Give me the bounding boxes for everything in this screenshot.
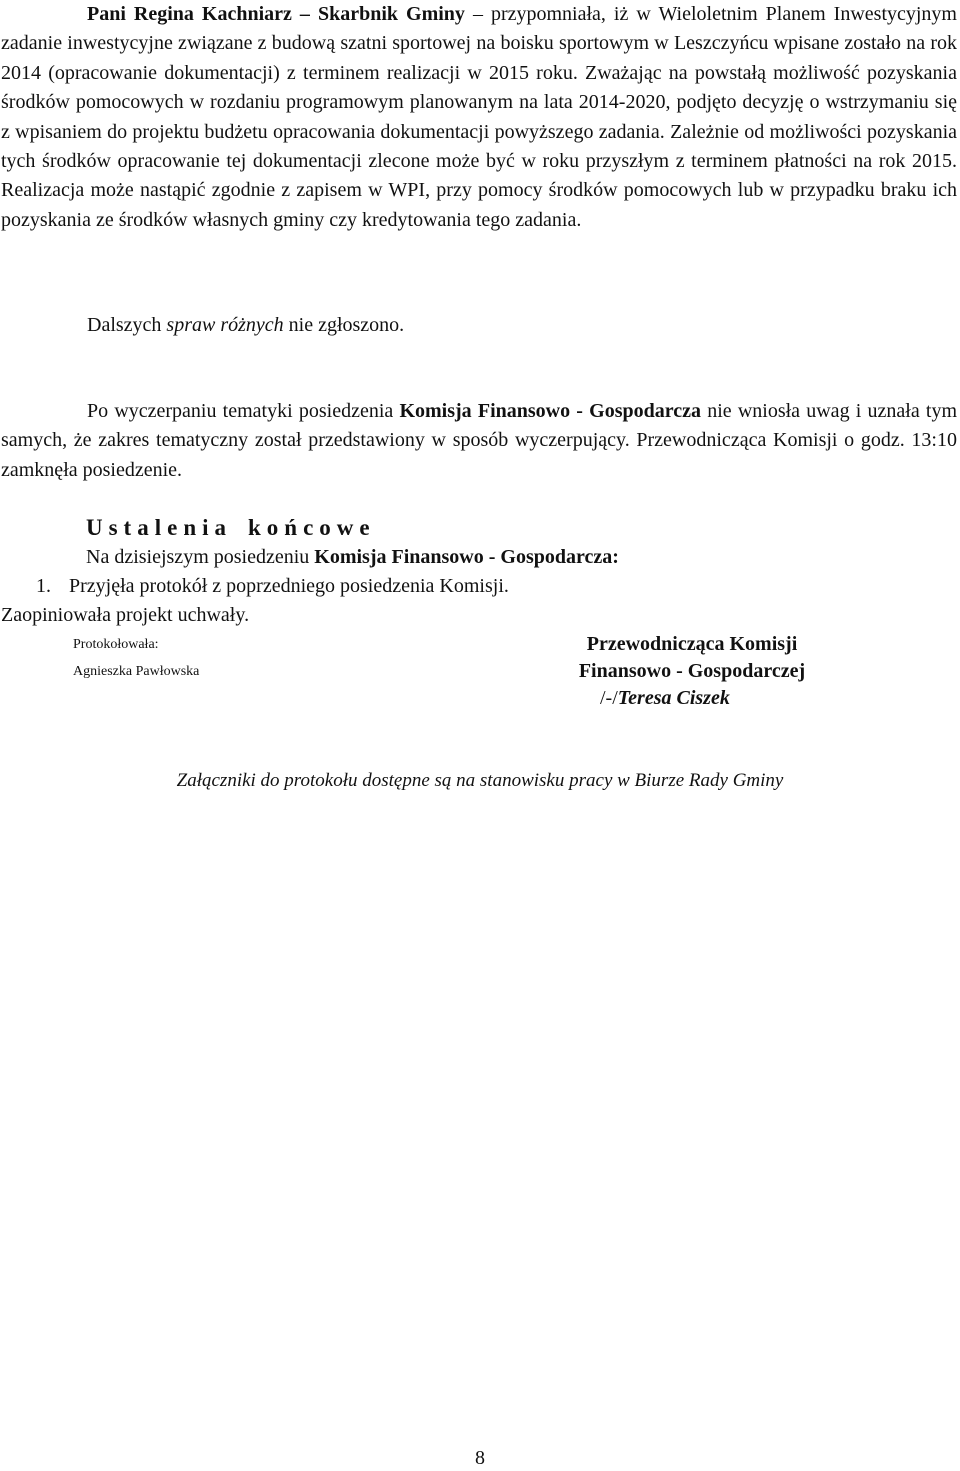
chair-title-line1: Przewodnicząca Komisji: [586, 633, 798, 655]
speaker-name: Pani Regina Kachniarz – Skarbnik Gminy: [87, 3, 465, 25]
other-matters-italic: spraw różnych: [166, 314, 284, 336]
paragraph-treasurer-statement: [1, 0, 957, 235]
page-number: 8: [475, 1447, 485, 1469]
summary-extra: Zaopiniowała projekt uchwały.: [1, 604, 250, 626]
chair-signature: [600, 687, 730, 710]
item-text: Przyjęła protokół z poprzedniego posiedzenia Komisji.: [69, 575, 509, 597]
other-matters-end: nie zgłoszono.: [283, 314, 405, 336]
final-findings-heading: [86, 515, 376, 541]
summary-lead-line: [86, 546, 619, 569]
closing-lead: Po wyczerpaniu tematyki posiedzenia: [87, 400, 400, 422]
chair-name: Teresa Ciszek: [617, 687, 730, 709]
statement-text: – przypomniała, iż w Wieloletnim Planem Inwestycyjnym zadanie inwestycyjne związane z budową szatni sportowej na boisku sportowym w Leszczyńcu wpisane zostało na rok 2014 (opracowanie dokumentacji) z terminem realizacji w 2015 roku. Zważając na powstałą możliwość pozyskania środków pomocowych w rozdaniu programowym planowanym na lata 2014-2020, podjęto decyzję o wstrzymaniu się z wpisaniem do projektu budżetu opracowania dokumentacji powyższego zadania. Zależnie od możliwości pozyskania tych środków opracowanie tej dokumentacji zlecone może być w roku przyszłym z terminem płatności na rok 2015. Realizacja może nastąpić zgodnie z zapisem w WPI, przy pomocy środków pomocowych lub w przypadku braku ich pozyskania ze środków własnych gminy czy kredytowania tego zadania.: [1, 3, 957, 231]
closing-text: nie wniosła uwag i uznała tym samych, że zakres tematyczny został przedstawiony w sposób wyczerpujący. Przewodnicząca Komisji o godz. 13:10 zamknęła posiedzenie.: [1, 400, 957, 481]
chair-prefix: /-/: [600, 687, 618, 709]
summary-committee: Komisja Finansowo - Gospodarcza:: [314, 546, 619, 568]
other-matters-lead: Dalszych: [87, 314, 167, 336]
committee-name: Komisja Finansowo - Gospodarcza: [399, 400, 702, 422]
summary-item-1: [36, 575, 509, 598]
summary-lead: Na dzisiejszym posiedzeniu: [86, 546, 315, 568]
heading-word-1: Ustalenia: [86, 515, 232, 540]
paragraph-closing: [1, 397, 957, 485]
heading-word-2: końcowe: [248, 515, 376, 540]
chair-title-line2: Finansowo - Gospodarczej: [578, 660, 806, 682]
recorder-name: Agnieszka Pawłowska: [73, 664, 200, 679]
item-number: 1.: [36, 575, 51, 597]
paragraph-other-matters: [1, 311, 957, 340]
recorder-label: Protokołowała:: [73, 637, 159, 652]
attachments-note: Załączniki do protokołu dostępne są na stanowisku pracy w Biurze Rady Gminy: [176, 770, 784, 791]
